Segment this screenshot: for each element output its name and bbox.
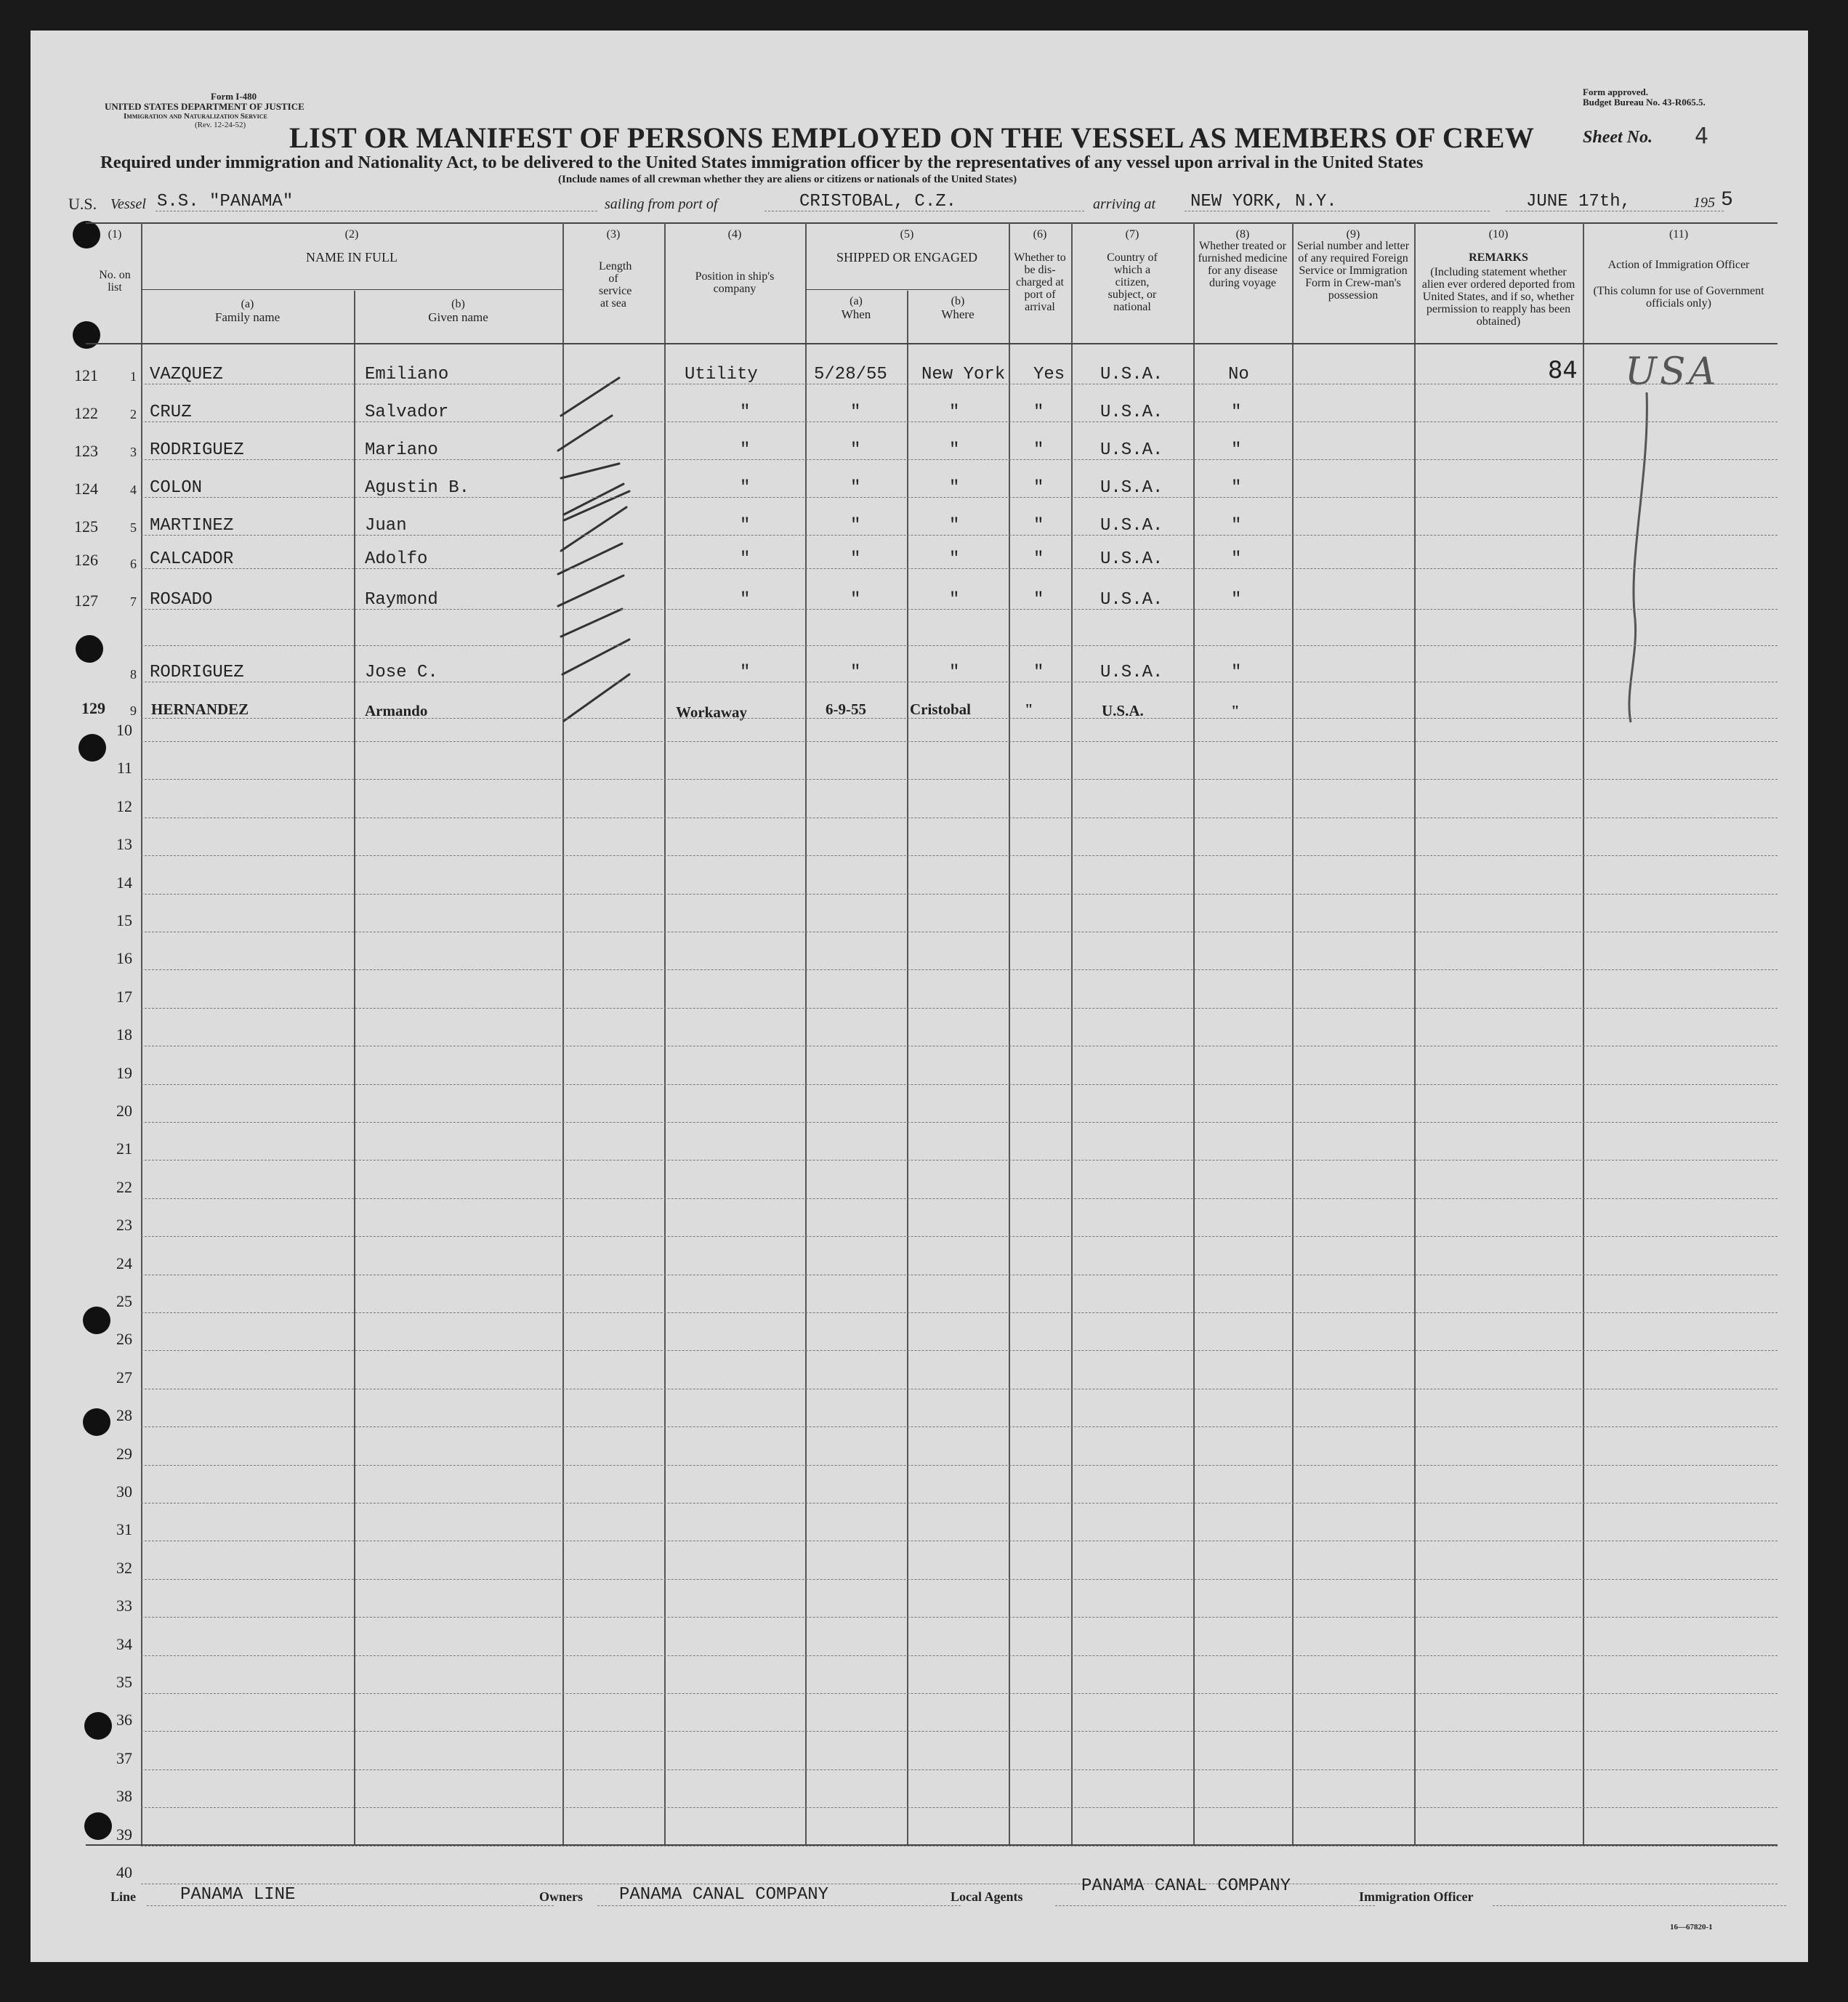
col11-number: (11): [1669, 228, 1689, 241]
year-digit: 5: [1721, 189, 1733, 211]
position: ": [740, 403, 751, 422]
col4-header: Position in ship's company: [695, 270, 775, 295]
family-name: RODRIGUEZ: [150, 440, 244, 460]
row-number: 5: [130, 520, 137, 535]
given-name: Salvador: [365, 403, 449, 422]
row-seq: 121: [74, 366, 98, 384]
sheet-number: 4: [1695, 124, 1709, 149]
sailing-label: sailing from port of: [605, 196, 718, 212]
shipped-where: New York: [921, 365, 1006, 384]
budget-number: Budget Bureau No. 43-R065.5.: [1583, 97, 1706, 108]
vessel-name: S.S. "PANAMA": [157, 192, 294, 211]
arrival-date: JUNE 17th,: [1526, 192, 1631, 211]
row-rule: [141, 1312, 1778, 1313]
shipped-where: ": [949, 590, 960, 610]
empty-row-number: 39: [116, 1825, 132, 1844]
row-seq: 126: [74, 551, 98, 569]
col8-header: Whether treated or furnished medicine for any disease during voyage: [1198, 240, 1288, 289]
col2a-header: Family name: [214, 310, 281, 324]
country: U.S.A.: [1100, 516, 1163, 536]
medicine: ": [1231, 663, 1242, 682]
col2b-number: (b): [451, 298, 465, 310]
empty-row-number: 11: [116, 759, 132, 778]
shipped-where: ": [949, 478, 960, 498]
empty-row-number: 13: [116, 835, 132, 854]
form-number: Form I-480: [211, 91, 257, 102]
discharged: ": [1033, 590, 1044, 610]
col5a-number: (a): [850, 295, 863, 307]
country: U.S.A.: [1100, 549, 1163, 569]
line-value: PANAMA LINE: [180, 1885, 296, 1905]
vessel-label: Vessel: [110, 196, 146, 212]
approved-note: Form approved.: [1583, 86, 1649, 97]
row-rule: [141, 1617, 1778, 1618]
row-rule: [141, 1579, 1778, 1580]
empty-row-number: 25: [116, 1292, 132, 1310]
col6-header: Whether to be dis-charged at port of arrival: [1014, 251, 1066, 313]
row-number: 1: [130, 369, 137, 384]
col9-number: (9): [1346, 228, 1360, 241]
row-rule: [141, 609, 1778, 610]
discharged: ": [1033, 478, 1044, 498]
country: U.S.A.: [1100, 440, 1163, 460]
row-seq: 127: [74, 592, 98, 610]
row-number: 7: [130, 594, 137, 609]
col5-number: (5): [900, 228, 914, 241]
shipped-when: ": [850, 516, 861, 536]
given-name: Jose C.: [365, 663, 438, 682]
row-rule: [141, 497, 1778, 498]
arrival-port: NEW YORK, N.Y.: [1190, 192, 1337, 211]
row-rule: [141, 568, 1778, 569]
row-seq: 125: [74, 517, 98, 536]
department: UNITED STATES DEPARTMENT OF JUSTICE: [105, 101, 304, 112]
medicine: ": [1231, 403, 1242, 422]
empty-row-number: 24: [116, 1254, 132, 1272]
row-rule: [141, 1236, 1778, 1237]
empty-row-number: 18: [116, 1025, 132, 1044]
empty-row-number: 26: [116, 1330, 132, 1349]
shipped-when: 5/28/55: [814, 365, 887, 384]
given-name: Mariano: [365, 440, 438, 460]
position: ": [740, 440, 751, 460]
discharged: ": [1033, 549, 1044, 569]
owners-label: Owners: [539, 1889, 583, 1904]
empty-row-number: 34: [116, 1634, 132, 1653]
row-rule: [141, 1693, 1778, 1694]
shipped-when: ": [850, 440, 861, 460]
position: Utility: [685, 365, 758, 384]
row-rule: [141, 459, 1778, 460]
empty-row-number: 33: [116, 1597, 132, 1615]
row-seq: 129: [81, 699, 105, 717]
given-name: Agustin B.: [365, 478, 470, 498]
empty-row-number: 36: [116, 1711, 132, 1729]
empty-row-number: 21: [116, 1139, 132, 1158]
position: ": [740, 516, 751, 536]
empty-row-number: 22: [116, 1177, 132, 1196]
row-rule: [141, 1160, 1778, 1161]
discharged: ": [1025, 701, 1033, 718]
agents-label: Local Agents: [951, 1889, 1023, 1904]
empty-row-number: 37: [116, 1748, 132, 1767]
row-rule: [141, 1731, 1778, 1732]
shipped-when: ": [850, 663, 861, 682]
row-number: 6: [130, 557, 137, 571]
officer-mark: USA: [1625, 350, 1719, 394]
row-rule: [141, 1350, 1778, 1351]
discharged: Yes: [1033, 365, 1065, 384]
row-rule: [141, 645, 1778, 646]
sheet-label: Sheet No.: [1583, 128, 1653, 147]
row-seq: 123: [74, 442, 98, 460]
family-name: HERNANDEZ: [151, 701, 249, 718]
empty-row-number: 16: [116, 949, 132, 968]
row-rule: [141, 1198, 1778, 1199]
col11-subheader: (This column for use of Government officials only): [1593, 285, 1764, 310]
position: Workaway: [676, 703, 748, 721]
family-name: ROSADO: [150, 590, 213, 610]
shipped-when: ": [850, 590, 861, 610]
agents-value: PANAMA CANAL COMPANY: [1081, 1876, 1291, 1896]
given-name: Juan: [365, 516, 407, 536]
empty-row-number: 15: [116, 911, 132, 929]
row-rule: [141, 1008, 1778, 1009]
row-rule: [141, 1084, 1778, 1085]
vessel-prefix: U.S.: [68, 195, 97, 213]
empty-row-number: 35: [116, 1673, 132, 1691]
shipped-when: 6-9-55: [826, 701, 866, 718]
row-rule: [141, 894, 1778, 895]
col2a-number: (a): [241, 298, 254, 310]
col10-subheader: (Including statement whether alien ever ordered deported from United States, and if so, whether permission to reapply has been obtained): [1421, 266, 1575, 328]
col5-header: SHIPPED OR ENGAGED: [836, 250, 977, 265]
medicine: ": [1231, 702, 1240, 719]
revision: (Rev. 12-24-52): [195, 121, 246, 129]
family-name: CRUZ: [150, 403, 192, 422]
shipped-when: ": [850, 549, 861, 569]
empty-row-number: 29: [116, 1444, 132, 1463]
officer-bracket-line: [1606, 387, 1657, 728]
arriving-label: arriving at: [1093, 196, 1156, 212]
country: U.S.A.: [1102, 702, 1144, 719]
service: Immigration and Naturalization Service: [124, 112, 267, 121]
col7-header: Country of which a citizen, subject, or national: [1107, 251, 1158, 313]
family-name: VAZQUEZ: [150, 365, 223, 384]
punch-hole: [73, 321, 100, 349]
row-rule: [141, 535, 1778, 536]
row-rule: [141, 1465, 1778, 1466]
row-seq: 122: [74, 404, 98, 422]
row-seq: 124: [74, 480, 98, 498]
empty-row-number: 38: [116, 1787, 132, 1806]
owners-value: PANAMA CANAL COMPANY: [619, 1885, 829, 1905]
col4-number: (4): [727, 228, 742, 241]
medicine: ": [1231, 516, 1242, 536]
family-name: MARTINEZ: [150, 516, 234, 536]
col3-header: Length of service at sea: [599, 260, 632, 310]
line-label: Line: [110, 1889, 137, 1904]
col2-header: NAME IN FULL: [306, 250, 398, 265]
shipped-where: ": [949, 516, 960, 536]
col1-number: (1): [108, 228, 122, 241]
col8-number: (8): [1235, 228, 1250, 241]
position: ": [740, 590, 751, 610]
manifest-sheet: [31, 31, 1808, 1962]
country: U.S.A.: [1100, 403, 1163, 422]
punch-hole: [76, 635, 103, 663]
family-name: CALCADOR: [150, 549, 234, 569]
country: U.S.A.: [1100, 663, 1163, 682]
col5a-header: When: [841, 307, 871, 321]
subtitle: Required under immigration and Nationality Act, to be delivered to the United States immigration officer by the representatives of any vessel upon arrival in the United States: [100, 153, 1424, 172]
empty-row-number: 32: [116, 1558, 132, 1577]
row-number: 4: [130, 483, 137, 497]
row-rule: [141, 855, 1778, 856]
col10-header: REMARKS: [1469, 251, 1528, 264]
position: ": [740, 663, 751, 682]
family-name: RODRIGUEZ: [150, 663, 244, 682]
discharged: ": [1033, 440, 1044, 460]
row-rule: [141, 1807, 1778, 1808]
empty-row-number: 14: [116, 873, 132, 892]
row-number: 3: [130, 445, 137, 459]
col7-number: (7): [1125, 228, 1139, 241]
row-number: 2: [130, 407, 137, 421]
shipped-where: ": [949, 403, 960, 422]
empty-row-number: 12: [116, 796, 132, 815]
country: U.S.A.: [1100, 590, 1163, 610]
shipped-where: ": [949, 663, 960, 682]
col6-number: (6): [1033, 228, 1047, 241]
row-rule: [141, 1769, 1778, 1770]
col9-header: Serial number and letter of any required Foreign Service or Immigration Form in Crew-man's possession: [1296, 240, 1410, 302]
discharged: ": [1033, 663, 1044, 682]
year-prefix: 195: [1693, 195, 1715, 211]
page-title: LIST OR MANIFEST OF PERSONS EMPLOYED ON THE VESSEL AS MEMBERS OF CREW: [289, 121, 1535, 154]
empty-row-number: 20: [116, 1102, 132, 1120]
position: ": [740, 478, 751, 498]
country: U.S.A.: [1100, 478, 1163, 498]
discharged: ": [1033, 516, 1044, 536]
empty-row-number: 30: [116, 1482, 132, 1501]
row-rule: [141, 718, 1778, 719]
col5b-header: Where: [941, 307, 975, 321]
shipped-where: ": [949, 440, 960, 460]
row-number: 8: [130, 667, 137, 682]
col3-number: (3): [606, 228, 621, 241]
col10-number: (10): [1488, 228, 1509, 241]
col2-number: (2): [344, 228, 359, 241]
col11-header: Action of Immigration Officer: [1607, 259, 1750, 271]
given-name: Raymond: [365, 590, 438, 610]
country: U.S.A.: [1100, 365, 1163, 384]
row-rule: [141, 421, 1778, 422]
shipped-where: ": [949, 549, 960, 569]
discharged: ": [1033, 403, 1044, 422]
given-name: Adolfo: [365, 549, 428, 569]
row-rule: [141, 779, 1778, 780]
row-rule: [141, 969, 1778, 970]
print-code: 16—67820-1: [1670, 1923, 1713, 1932]
empty-row-number: 40: [116, 1863, 132, 1881]
family-name: COLON: [150, 478, 203, 498]
medicine: ": [1231, 590, 1242, 610]
medicine: ": [1231, 478, 1242, 498]
shipped-where: Cristobal: [910, 701, 971, 718]
shipped-when: ": [850, 403, 861, 422]
empty-row-number: 17: [116, 987, 132, 1006]
row-rule: [141, 1655, 1778, 1656]
empty-row-number: 28: [116, 1406, 132, 1425]
row-rule: [141, 1122, 1778, 1123]
departure-port: CRISTOBAL, C.Z.: [799, 192, 957, 211]
empty-row-number: 31: [116, 1520, 132, 1539]
medicine: No: [1228, 365, 1249, 384]
remarks: 84: [1548, 356, 1578, 384]
row-rule: [141, 741, 1778, 742]
empty-row-number: 23: [116, 1216, 132, 1235]
given-name: Emiliano: [365, 365, 449, 384]
officer-label: Immigration Officer: [1359, 1889, 1474, 1904]
include-note: (Include names of all crewman whether they are aliens or citizens or nationals of the United States): [558, 174, 1017, 185]
row-rule: [141, 1426, 1778, 1427]
checkmark-strokes: [532, 343, 648, 735]
position: ": [740, 549, 751, 569]
empty-row-number: 27: [116, 1368, 132, 1387]
medicine: ": [1231, 549, 1242, 569]
shipped-when: ": [850, 478, 861, 498]
given-name: Armando: [365, 702, 428, 719]
col2b-header: Given name: [428, 310, 488, 324]
col1-header: No. on list: [99, 269, 131, 294]
empty-row-number: 10: [116, 721, 132, 739]
medicine: ": [1231, 440, 1242, 460]
col5b-number: (b): [951, 295, 965, 307]
empty-row-number: 19: [116, 1063, 132, 1082]
row-number: 9: [130, 703, 137, 718]
